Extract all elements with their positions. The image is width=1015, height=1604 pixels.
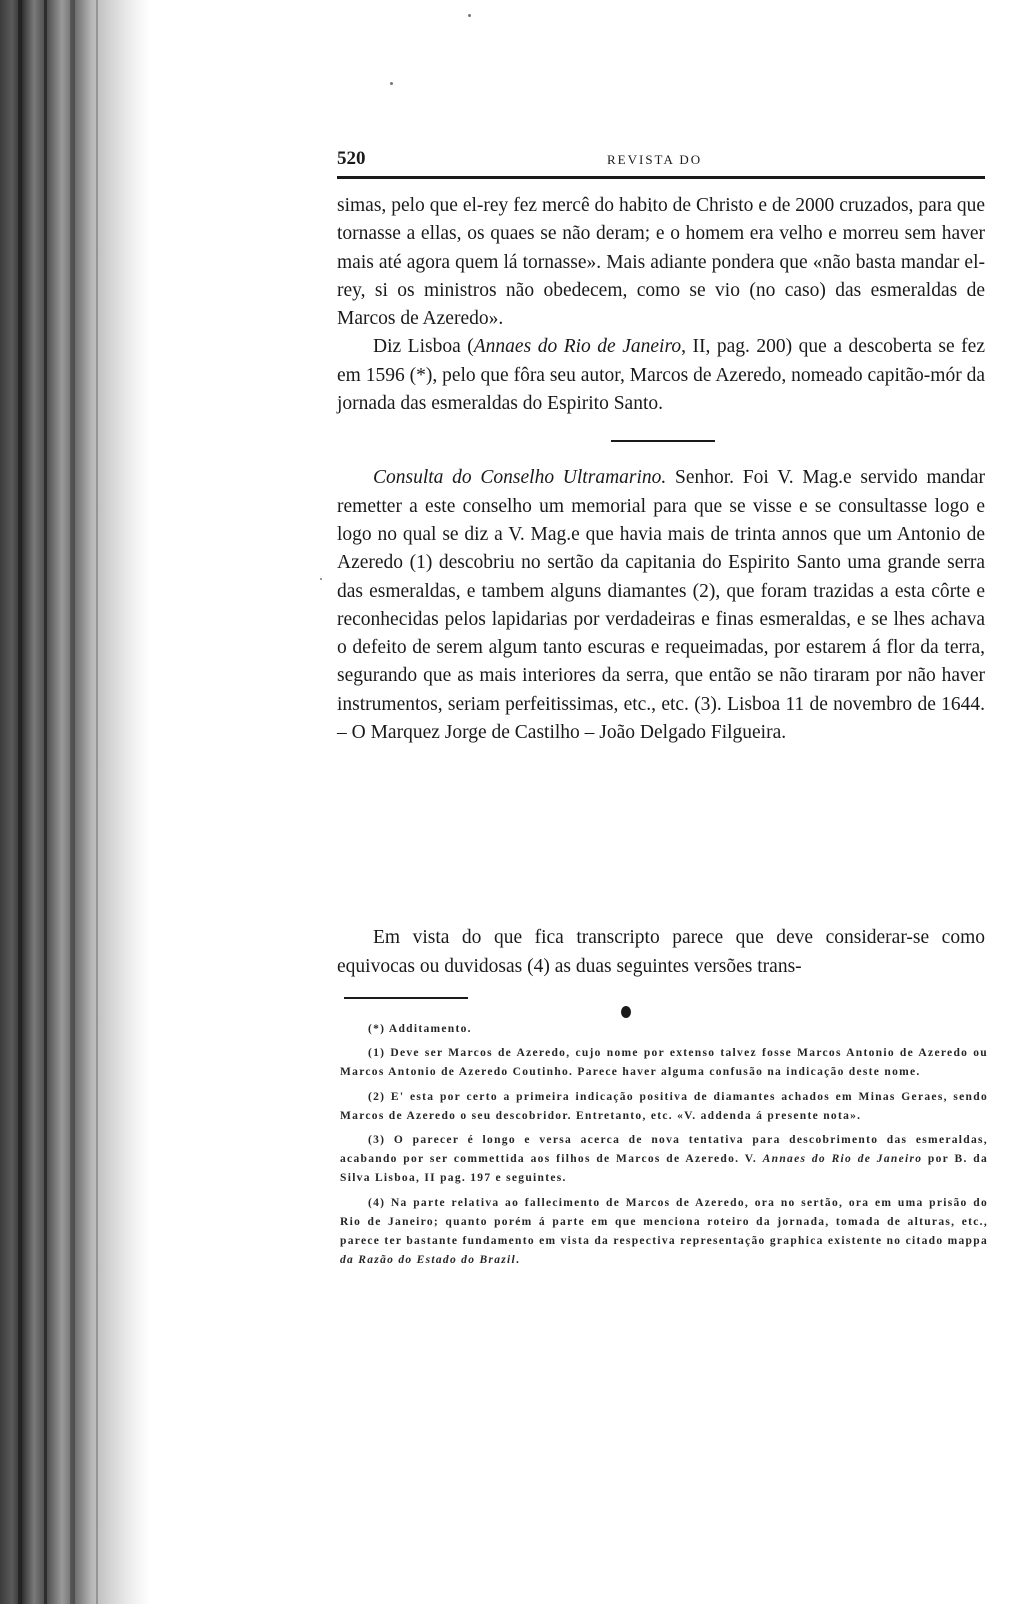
footnote-2: (2) E' esta por certo a primeira indicação positiva de diamantes achados em Minas Geraes, sendo Marcos de Azeredo o seu descobridor. Entretanto, etc. «V. addenda á presente nota». [340, 1090, 988, 1122]
scan-speck [390, 82, 393, 85]
footnote-4 [340, 1194, 988, 1271]
consulta-title: Consulta do Conselho Ultramarino. [373, 467, 667, 489]
ink-dot [621, 1006, 631, 1018]
paragraph-2-citation: Annaes do Rio de Janeiro [473, 336, 682, 358]
scan-speck [468, 14, 471, 17]
paragraph-2-text: , II, pag. 200) que a descoberta se fez em 1596 (*), pelo que fôra seu autor, Marcos de Azeredo, nomeado capitão-mór da jornada das esmeraldas do Espirito Santo. [337, 336, 985, 415]
paragraph-4: Em vista do que fica transcripto parece que deve considerar-se como equivocas ou duvidosas (4) as duas seguintes versões trans- [337, 927, 985, 977]
running-head: REVISTA DO [607, 152, 703, 167]
footnote-3-citation: Annaes do Rio de Janeiro [762, 1153, 923, 1166]
footnote-4-citation: da Razão do Estado do Brazil [340, 1254, 517, 1267]
page-number: 520 [337, 148, 366, 169]
paragraph-3-text: Senhor. Foi V. Mag.e servido mandar remetter a este conselho um memorial para que se visse e se consultasse logo e logo no qual se diz a V. Mag.e que havia mais de trinta annos que um Antonio de Azeredo (1) descobriu no sertão da capitania do Espirito Santo uma grande serra das esmeraldas, e tambem alguns diamantes (2), que foram trazidas a esta côrte e reconhecidas pelos lapidarias por verdadeiras e finas esmeraldas, e se lhes achava o defeito de serem algum tanto escuras e requeimadas, por estarem á flor da terra, segurando que as mais interiores da serra, que então se não tiraram por não haver instrumentos, seriam perfeitissimas, etc., etc. (3). Lisboa 11 de novembro de 1644. – O Marquez Jorge de Castilho – João Delgado Filgueira. [337, 467, 985, 744]
footnote-3-text: por B. da Silva Lisboa, II pag. 197 e seguintes. [340, 1153, 988, 1185]
footnote-1: (1) Deve ser Marcos de Azeredo, cujo nome por extenso talvez fosse Marcos Antonio de Azeredo ou Marcos Antonio de Azeredo Coutinho. Parece haver alguma confusão na indicação deste nome. [340, 1047, 988, 1079]
scan-speck [320, 578, 322, 580]
paragraph-2-text: Diz Lisboa ( [373, 336, 474, 358]
footnotes [340, 1020, 988, 1275]
paragraph-2 [337, 333, 985, 418]
closing-text [337, 924, 985, 981]
paragraph-3 [337, 464, 985, 747]
footnote-4-text: . [516, 1254, 521, 1267]
header-rule [337, 176, 985, 179]
paragraph-1: simas, pelo que el-rey fez mercê do habito de Christo e de 2000 cruzados, para que tornasse a ellas, os quaes se não deram; e o homem era velho e morreu sem haver mais até agora quem lá tornasse». Mais adiante pondera que «não basta mandar el-rey, si os ministros não obedecem, como se vio (no caso) das esmeraldas de Marcos de Azeredo». [337, 195, 985, 330]
main-text [337, 192, 985, 747]
footnote-4-text: (4) Na parte relativa ao fallecimento de Marcos de Azeredo, ora no sertão, ora em uma prisão do Rio de Janeiro; quanto porém á parte em que menciona roteiro da jornada, tomada de alturas, etc., parece ter bastante fundamento em vista da respectiva representação graphica existente no citado mappa [340, 1196, 988, 1248]
footnote-3-text: (3) O parecer é longo e versa acerca de nova tentativa para descobrimento das esmeraldas, acabando por ser commettida aos filhos de Marcos de Azeredo. V. [340, 1134, 988, 1166]
page-header [337, 148, 985, 174]
section-separator [611, 440, 715, 442]
footnote-additamento: (*) Additamento. [368, 1023, 472, 1035]
footnote-rule [344, 997, 468, 999]
footnote-3 [340, 1131, 988, 1189]
